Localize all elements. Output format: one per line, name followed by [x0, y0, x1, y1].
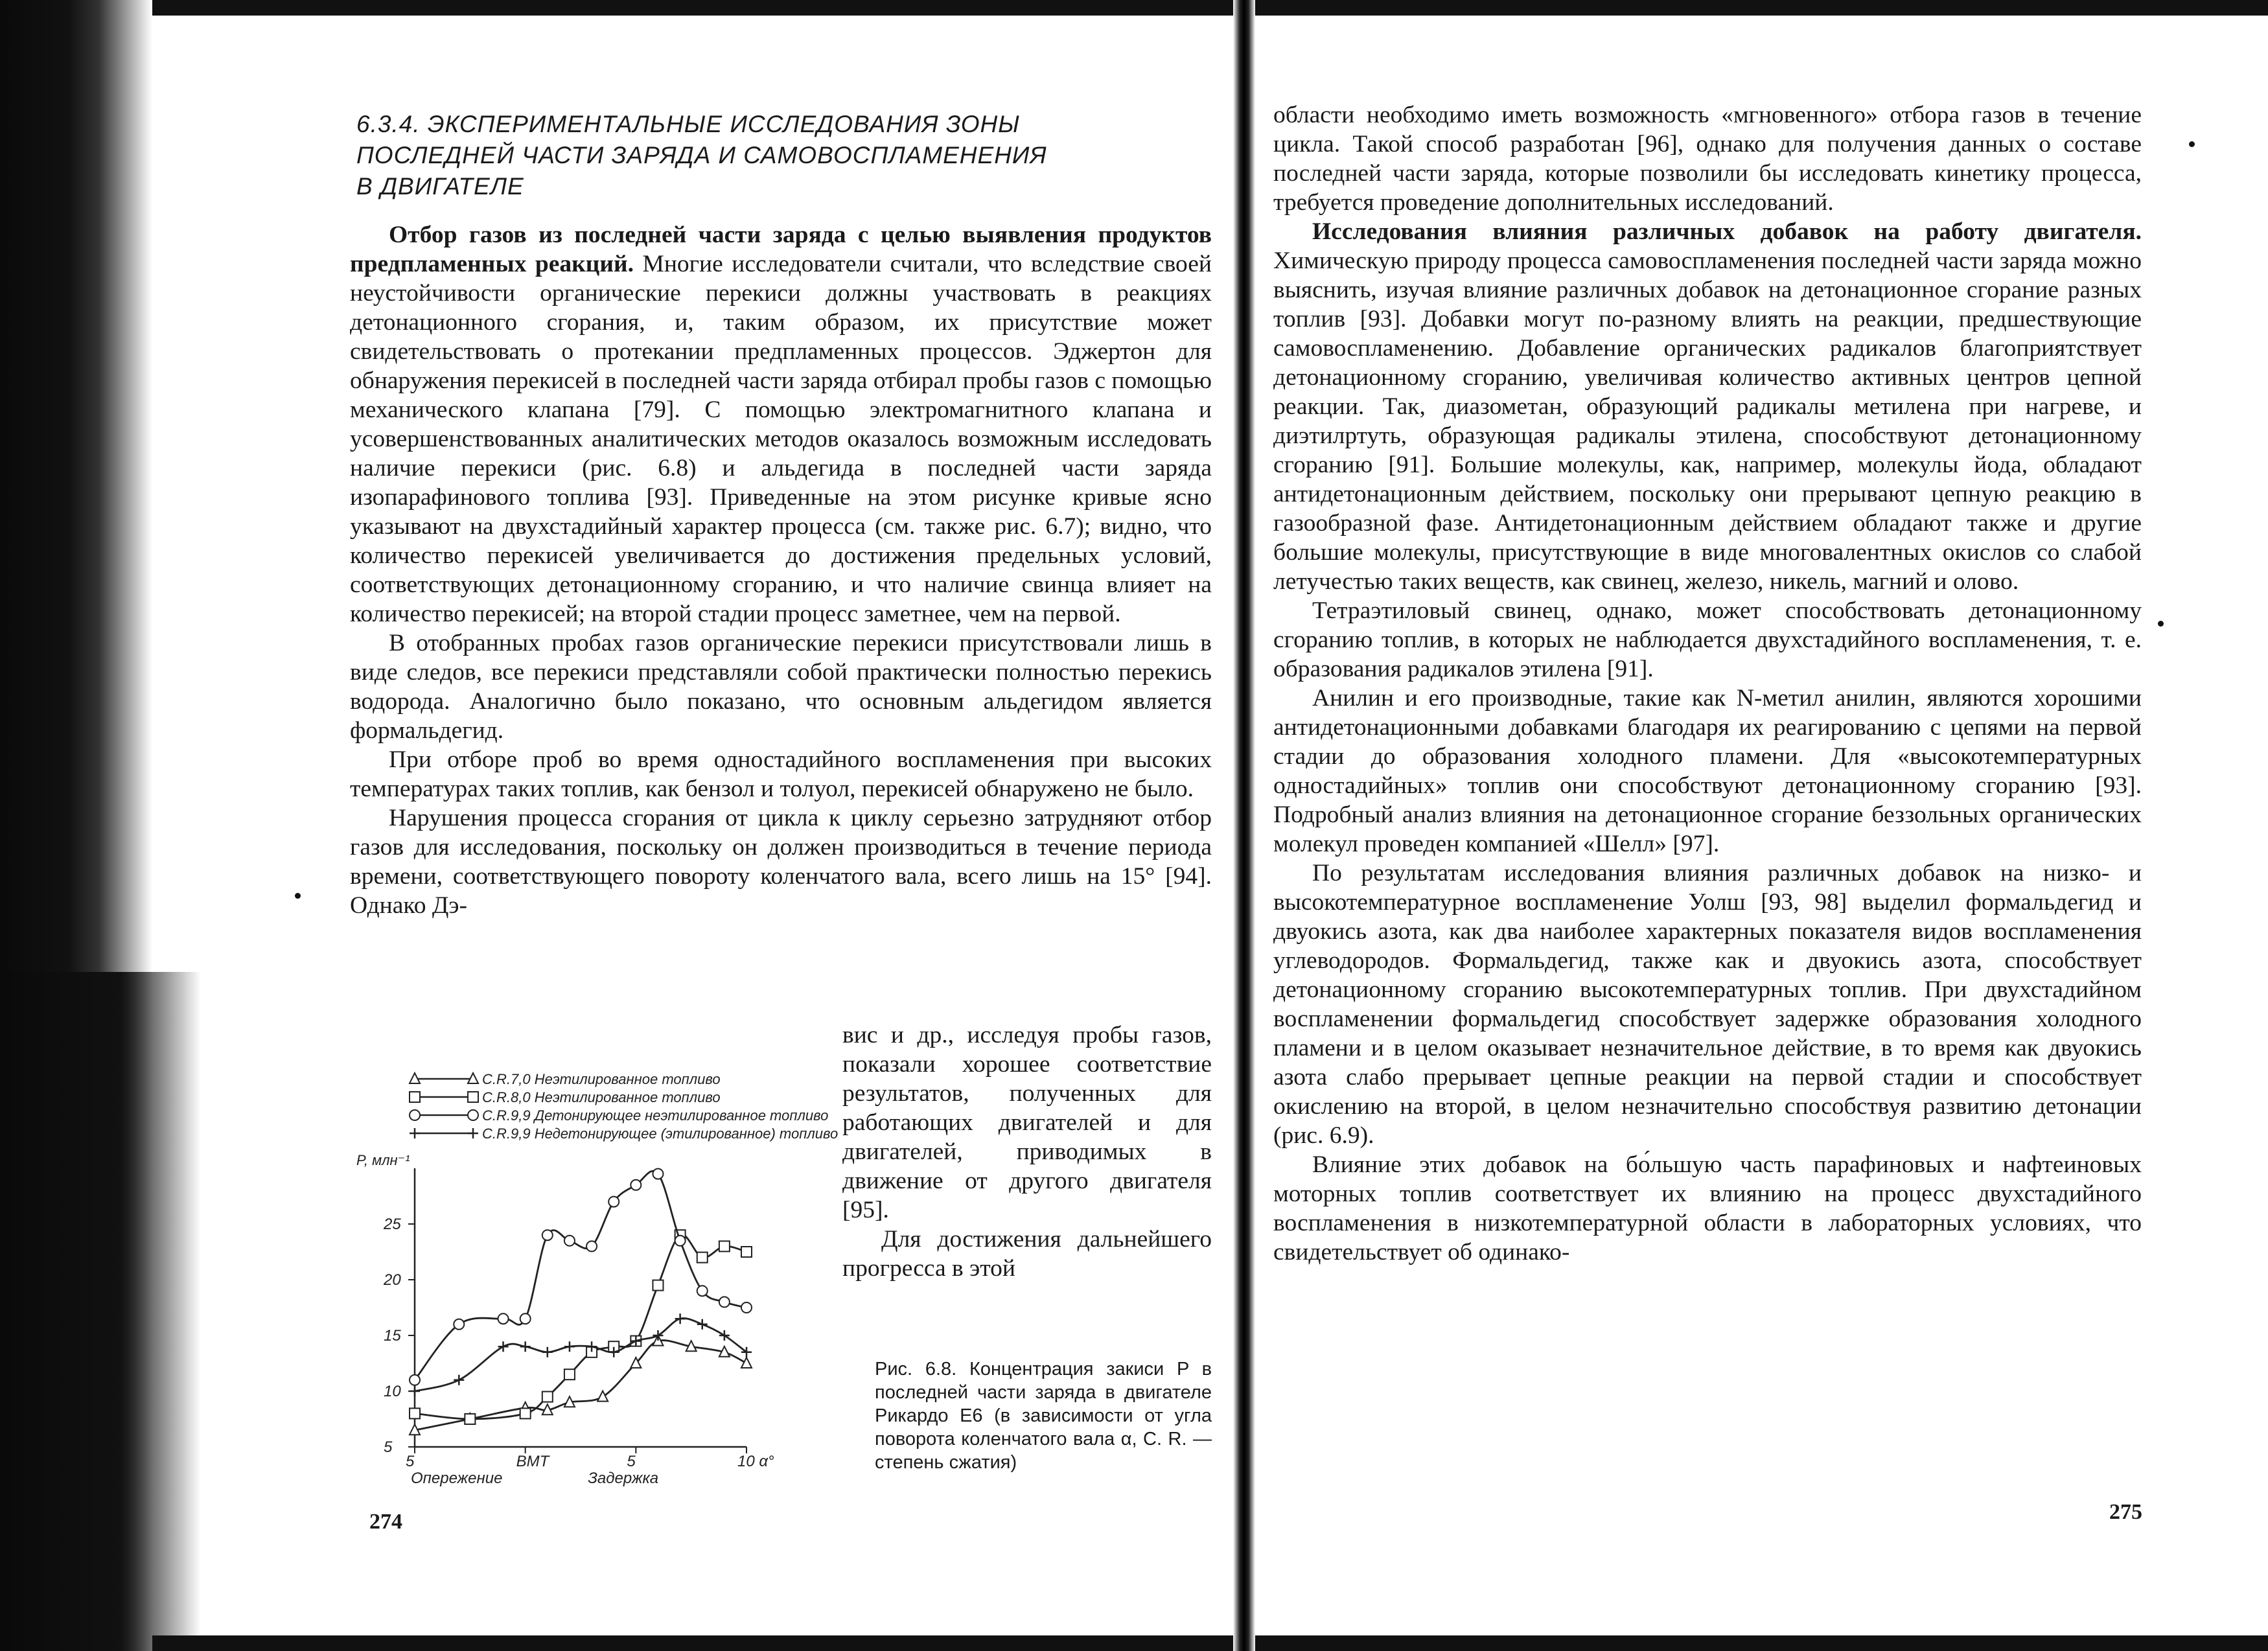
paragraph: При отборе проб во время одностадийного воспламенения при высоких температурах таких топлив, как бензол и толуол, перекисей обнаружено не было. — [350, 746, 1212, 802]
data-point — [653, 1169, 663, 1179]
data-point — [631, 1180, 641, 1190]
scan-speck — [2189, 141, 2195, 147]
x-tick-label: 5 — [406, 1453, 415, 1470]
concentration-chart — [350, 1056, 849, 1510]
data-point — [410, 1386, 420, 1396]
scan-left-shadow-lower — [0, 972, 201, 1651]
data-point — [697, 1286, 708, 1296]
data-point — [542, 1230, 553, 1240]
data-point — [597, 1391, 608, 1402]
data-point — [465, 1414, 475, 1424]
right-page — [1273, 0, 2142, 1651]
legend-marker — [410, 1092, 420, 1102]
data-point — [697, 1319, 708, 1330]
legend-marker — [468, 1110, 478, 1120]
legend-marker — [468, 1092, 478, 1102]
heading-line: ПОСЛЕДНЕЙ ЧАСТИ ЗАРЯДА И САМОВОСПЛАМЕНЕНИЯ — [356, 142, 1047, 168]
data-point — [564, 1236, 575, 1246]
data-point — [454, 1375, 464, 1385]
figure-caption: Рис. 6.8. Концентрация закиси P в последней части заряда в двигателе Рикардо E6 (в зависимости от угла поворота коленчатого вала α, C. R. — степень сжатия) — [875, 1359, 1212, 1473]
page-number: 274 — [369, 1510, 402, 1534]
legend-marker — [410, 1128, 420, 1138]
data-point — [741, 1247, 752, 1257]
scan-speck — [295, 893, 301, 899]
data-point — [719, 1241, 730, 1251]
data-point — [675, 1313, 686, 1324]
left-page — [350, 0, 1212, 1651]
paragraph: Для достижения дальнейшего прогресса в этой — [842, 1226, 1212, 1282]
paragraph: В отобранных пробах газов органические перекиси присутствовали лишь в виде следов, все перекиси представляли собой практически полностью перекись водорода. Аналогично было показано, что основным альдегидом является формальдегид. — [350, 630, 1212, 744]
data-point — [719, 1297, 730, 1307]
paragraph — [350, 220, 1212, 629]
paragraph: По результатам исследования влияния различных добавок на низко- и высокотемпературное воспламенение Уолш [93, 98] выделил формальдегид и двуокись азота, как два наиболее характерных показателя видов воспламенения углеводородов. Формальдегид, также как и двуокись азота, способствует детонационному сгоранию высокотемпературных топлив. При двухстадийном воспламенении формальдегид способствует задержке образования холодного пламени и в целом оказывает незначительное действие, в то время как двуокись азота слабо прерывает цепные реакции на первой стадии и способствует окислению на второй, в целом незначительно способствуя развитию детонации (рис. 6.9). — [1273, 860, 2142, 1149]
section-heading — [356, 109, 1199, 202]
book-gutter — [1233, 0, 1255, 1651]
paragraph: Нарушения процесса сгорания от цикла к циклу серьезно затрудняют отбор газов для исследования, поскольку он должен производиться в течение периода времени, соответствующего повороту коленчатого вала, всего лишь на 15° [94]. Однако Дэ- — [350, 805, 1212, 919]
wrapped-text-column — [842, 1021, 1212, 1283]
paragraph — [1273, 217, 2142, 596]
y-tick-label: 25 — [384, 1216, 401, 1233]
paragraph: Влияние этих добавок на бо́льшую часть парафиновых и нафтеиновых моторных топлив соответствует их влиянию на процесс двухстадийного воспламенения в низкотемпературной области в лабораторных условиях, что свидетельствует об одинако- — [1273, 1151, 2142, 1265]
data-point — [454, 1319, 464, 1330]
legend-marker — [468, 1128, 478, 1138]
data-point — [675, 1236, 686, 1246]
x-axis-label-left: Опережение — [411, 1470, 503, 1487]
page-number: 275 — [2109, 1500, 2142, 1524]
heading-line: 6.3.4. ЭКСПЕРИМЕНТАЛЬНЫЕ ИССЛЕДОВАНИЯ ЗОНЫ — [356, 111, 1021, 137]
data-point — [564, 1369, 575, 1380]
left-body-text — [350, 220, 1212, 920]
legend-label: C.R.7,0 Неэтилированное топливо — [482, 1071, 721, 1087]
right-body-text — [1273, 100, 2142, 1267]
paragraph: Тетраэтиловый свинец, однако, может способствовать детонационному сгоранию топлив, в которых не наблюдается двухстадийного воспламенения, т. е. образования радикалов этилена [91]. — [1273, 597, 2142, 682]
paragraph-body: Многие исследователи считали, что вследствие своей неустойчивости органические перекиси должны участвовать в реакциях детонационного сгорания, и, таким образом, их присутствие может свидетельствовать о протекании предпламенных процессов. Эджертон для обнаружения перекисей в последней части заряда отбирал пробы газов с помощью механического клапана [79]. С помощью электромагнитного клапана и усовершенствованных аналитических методов оказалось возможным исследовать наличие перекиси (рис. 6.8) и альдегида в последней части заряда изопарафинового топлива [93]. Приведенные на этом рисунке кривые ясно указывают на двухстадийный характер процесса (см. также рис. 6.7); видно, что количество перекисей увеличивается до достижения предельных условий, соответствующих детонационному сгоранию, и что наличие свинца влияет на количество перекисей; на второй стадии процесс заметнее, чем на первой. — [350, 251, 1212, 627]
data-point — [498, 1313, 509, 1324]
y-tick-label: 5 — [384, 1438, 393, 1456]
series-line — [415, 1319, 746, 1391]
data-point — [520, 1313, 531, 1324]
paragraph: области необходимо иметь возможность «мгновенного» отбора газов в течение цикла. Такой способ разработан [96], однако для получения данных о составе последней части заряда, которые позволили бы исследовать кинетику процесса, требуется проведение дополнительных исследований. — [1273, 102, 2142, 216]
paragraph: вис и др., исследуя пробы газов, показали хорошее соответствие результатов, полученных для работающих двигателей и для двигателей, приводимых в движение от другого двигателя [95]. — [842, 1022, 1212, 1223]
heading-line: В ДВИГАТЕЛЕ — [356, 173, 524, 200]
y-tick-label: 20 — [384, 1271, 401, 1289]
x-tick-label: ВМТ — [516, 1453, 550, 1470]
paragraph-body: Химическую природу процесса самовоспламенения последней части заряда можно выяснить, изучая влияние различных добавок на детонационное сгорание разных топлив [93]. Добавки могут по-разному влиять на реакции, предшествующие самовоспламенению. Добавление органических радикалов благоприятствует детонационному сгоранию, увеличивая количество активных центров цепной реакции. Так, диазометан, образующий радикалы метилена при нагреве, и диэтилртуть, образующая радикалы этилена, способствуют детонационному сгоранию [91]. Большие молекулы, как, например, молекулы йода, обладают антидетонационным действием, поскольку они прерывают цепную реакцию в газообразной фазе. Антидетонационным действием обладают также и другие большие молекулы, присутствующие в виде многовалентных окислов со слабой летучестью таких веществ, как свинец, железо, никель, магний и олово. — [1273, 248, 2142, 595]
legend-marker — [410, 1110, 420, 1120]
data-point — [653, 1330, 663, 1341]
y-tick-label: 15 — [384, 1327, 401, 1345]
paragraph-lead: Исследования влияния различных добавок на работу двигателя. — [1312, 218, 2142, 245]
scan-speck — [2158, 621, 2164, 627]
data-point — [410, 1408, 420, 1418]
data-point — [520, 1341, 531, 1352]
legend-label: C.R.9,9 Недетонирующее (этилированное) топливо — [482, 1126, 839, 1142]
data-point — [608, 1197, 619, 1207]
chart-axes — [415, 1168, 746, 1447]
x-tick-label: 5 — [627, 1453, 636, 1470]
x-axis-label-right: Задержка — [588, 1470, 659, 1487]
data-point — [653, 1280, 663, 1291]
legend-label: C.R.8,0 Неэтилированное топливо — [482, 1089, 721, 1105]
data-point — [410, 1375, 420, 1385]
data-point — [498, 1341, 509, 1352]
data-point — [697, 1253, 708, 1263]
legend-label: C.R.9,9 Детонирующее неэтилированное топливо — [482, 1107, 829, 1124]
y-tick-label: 10 — [384, 1383, 401, 1400]
paragraph: Анилин и его производные, такие как N-метил анилин, являются хорошими антидетонационными добавками благодаря их реагированию с цепями на первой стадии до образования холодного пламени. Для «высокотемпературных одностадийных» топлив они способствуют детонационному сгоранию [93]. Подробный анализ влияния на детонационное сгорание беззольных органических молекул проведен компанией «Шелл» [97]. — [1273, 685, 2142, 857]
series-line — [415, 1171, 746, 1380]
data-point — [520, 1408, 531, 1418]
paragraph-lead: Отбор газов из последней части заряда с целью выявления продуктов предпламенных реакций. — [350, 222, 1212, 277]
data-point — [586, 1241, 597, 1251]
data-point — [719, 1330, 730, 1341]
data-point — [741, 1302, 752, 1313]
figure-6-8 — [350, 1056, 849, 1510]
data-point — [564, 1341, 575, 1352]
x-tick-label: 10 α° — [737, 1453, 774, 1470]
data-point — [741, 1357, 752, 1368]
y-axis-label: P, млн⁻¹ — [356, 1152, 410, 1168]
data-point — [542, 1392, 553, 1402]
data-point — [542, 1347, 553, 1357]
